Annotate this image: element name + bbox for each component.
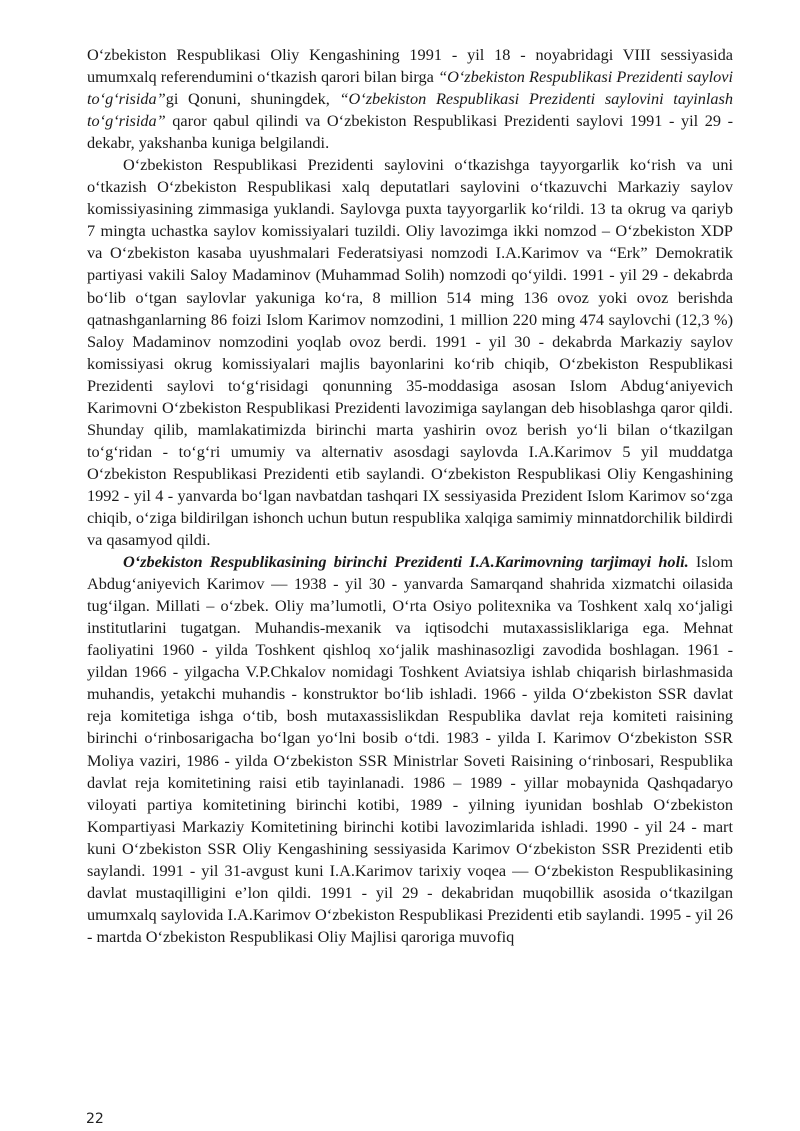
paragraph-election-results: Oʻzbekiston Respublikasi Prezidenti saylovini oʻtkazishga tayyorgarlik koʻrish va uni oʻtkazish Oʻzbekiston Respublikasi xalq deputatlari saylovini oʻtkazuvchi Markaziy saylov komissiyasining zimmasiga yuklandi. Saylovga puxta tayyorgarlik koʻrildi. 13 ta okrug va qariyb 7 mingta uchastka saylov komissiyalari tuzildi. Oliy lavozimga ikki nomzod – Oʻzbekiston XDP va Oʻzbekiston kasaba uyushmalari Federatsiyasi nomzodi I.A.Karimov va “Erk” Demokratik partiyasi vakili Saloy Madaminov (Muhammad Solih) nomzodi qoʻyildi. 1991 - yil 29 - dekabrda boʻlib oʻtgan saylovlar yakuniga koʻra, 8 million 514 ming 136 ovoz yoki ovoz berishda qatnashganlarning 86 foizi Islom Karimov nomzodini, 1 million 220 ming 474 saylovchi (12,3 %) Saloy Madaminov nomzodini yoqlab ovoz berdi. 1991 - yil 30 - dekabrda Markaziy saylov komissiyasi okrug komissiyalari majlis bayonlarini koʻrib chiqib, Oʻzbekiston Respublikasi Prezidenti saylovi toʻgʻrisidagi qonunning 35-moddasiga asosan Islom Abdugʻaniyevich Karimovni Oʻzbekiston Respublikasi Prezidenti lavozimiga saylangan deb hisoblashga qaror qildi. Shunday qilib, mamlakatimizda birinchi marta yashirin ovoz berish yoʻli bilan oʻtkazilgan toʻgʻridan - toʻgʻri umumiy va alternativ asosdagi saylovda I.A.Karimov 5 yil muddatga Oʻzbekiston Respublikasi Prezidenti etib saylandi. Oʻzbekiston Respublikasi Oliy Kengashining 1992 - yil 4 - yanvarda boʻlgan navbatdan tashqari IX sessiyasida Prezident Islom Karimov soʻzga chiqib, oʻziga bildirilgan ishonch uchun butun respublika xalqiga samimiy minnatdorchilik bildirdi va qasamyod qildi.	[87, 155, 733, 550]
page-number: 22	[86, 1111, 104, 1127]
document-page	[87, 44, 733, 948]
paragraph-biography	[87, 551, 733, 948]
section-heading: Oʻzbekiston Respublikasining birinchi Prezidenti I.A.Karimovning tarjimayi holi.	[123, 552, 689, 572]
paragraph-election-law	[87, 44, 733, 154]
paragraph-text: qaror qabul qilindi va Oʻzbekiston Respublikasi Prezidenti saylovi 1991 - yil 29 - dekabr, yakshanba kuniga belgilandi.	[87, 111, 733, 153]
law-title-italic: “Oʻzbekiston Respublikasi Prezidenti saylovi toʻgʻrisida”	[87, 67, 733, 109]
paragraph-text: Oʻzbekiston Respublikasi Oliy Kengashining 1991 - yil 18 - noyabridagi VIII sessiyasida umumxalq referendumini oʻtkazish qarori bilan birga	[87, 45, 733, 87]
decree-title-italic: “Oʻzbekiston Respublikasi Prezidenti saylovini tayinlash toʻgʻrisida”	[87, 89, 733, 131]
paragraph-text: Islom Abdugʻaniyevich Karimov — 1938 - yil 30 - yanvarda Samarqand shahrida xizmatchi oilasida tugʻilgan. Millati – oʻzbek. Oliy maʼlumotli, Oʻrta Osiyo politexnika va Toshkent xalq xoʻjaligi institutlarini tugatgan. Muhandis-mexanik va iqtisodchi mutaxassisliklariga ega. Mehnat faoliyatini 1960 - yilda Toshkent qishloq xoʻjalik mashinasozligi zavodida boshlagan. 1961 - yildan 1966 - yilgacha V.P.Chkalov nomidagi Toshkent Aviatsiya ishlab chiqarish birlashmasida muhandis, yetakchi muhandis - konstruktor boʻlib ishladi. 1966 - yilda Oʻzbekiston SSR davlat reja komitetiga ishga oʻtib, bosh mutaxassislikdan Respublika davlat reja komiteti raisining birinchi oʻrinbosarigacha boʻlgan yoʻlni bosib oʻtdi. 1983 - yilda I. Karimov Oʻzbekiston SSR Moliya vaziri, 1986 - yilda Oʻzbekiston SSR Ministrlar Soveti Raisining oʻrinbosari, Respublika davlat reja komitetining raisi etib tayinlanadi. 1986 – 1989 - yillar mobaynida Qashqadaryo viloyati partiya komitetining birinchi kotibi, 1989 - yilning iyunidan boshlab Oʻzbekiston Kompartiyasi Markaziy Komitetining birinchi kotibi lavozimlarida ishladi. 1990 - yil 24 - mart kuni Oʻzbekiston SSR Oliy Kengashining sessiyasida Karimov Oʻzbekiston SSR Prezidenti etib saylandi. 1991 - yil 31-avgust kuni I.A.Karimov tarixiy voqea — Oʻzbekiston Respublikasining davlat mustaqilligini eʼlon qildi. 1991 - yil 29 - dekabridan muqobillik asosida oʻtkazilgan umumxalq saylovida I.A.Karimov Oʻzbekiston Respublikasi Prezidenti etib saylandi. 1995 - yil 26 - martda Oʻzbekiston Respublikasi Oliy Majlisi qaroriga muvofiq	[87, 552, 733, 946]
paragraph-text: gi Qonuni, shuningdek,	[165, 89, 340, 109]
